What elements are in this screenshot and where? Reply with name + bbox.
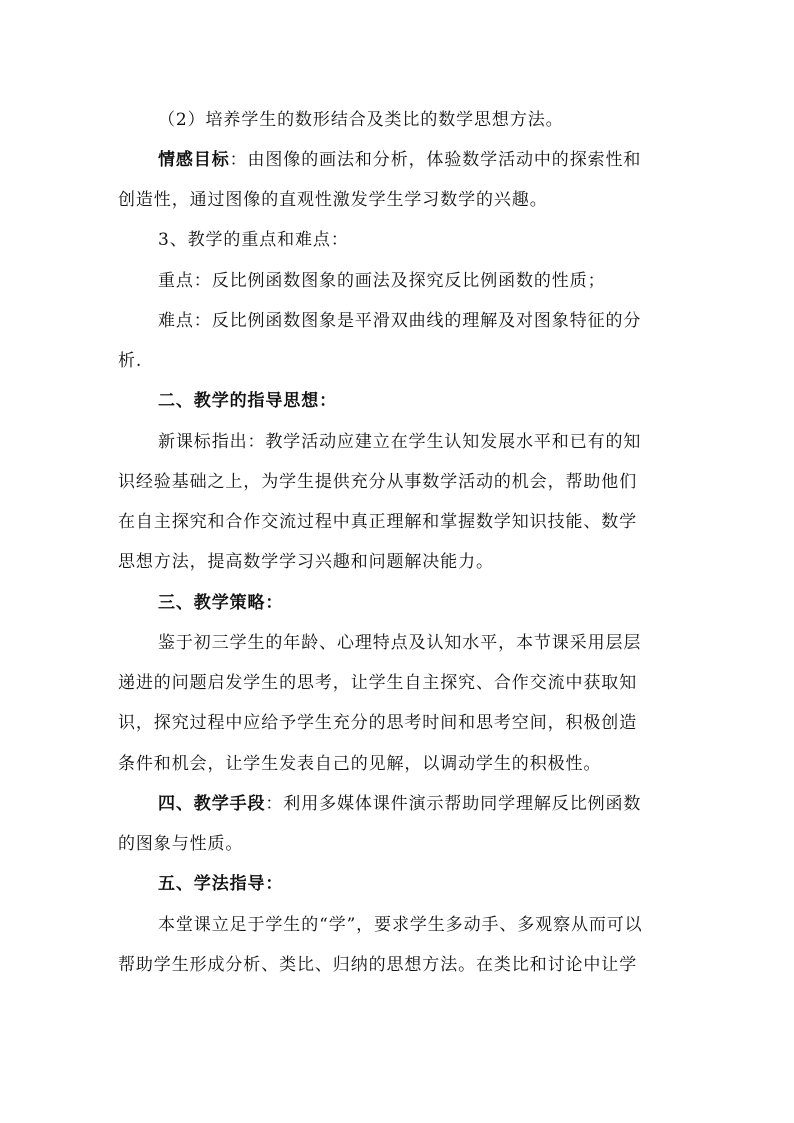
line-text: 重点：反比例函数图象的画法及探究反比例函数的性质； xyxy=(158,271,606,291)
section-heading-means xyxy=(158,792,641,816)
line-text: ：利用多媒体课件演示帮助同学理解反比例函数 xyxy=(265,794,642,814)
line-text: 3、教学的重点和难点： xyxy=(158,230,349,250)
key-points-heading xyxy=(158,228,349,252)
line-text: 本堂课立足于学生的“学”，要求学生多动手、多观察从而可以 xyxy=(158,915,643,935)
section-heading-study-guidance xyxy=(158,872,283,896)
line-text: 思想方法，提高数学学习兴趣和问题解决能力。 xyxy=(118,552,494,572)
heading-text: 五、学法指导： xyxy=(158,874,284,894)
emotional-goal-cont xyxy=(118,188,548,212)
emotional-goal-line xyxy=(158,148,641,172)
line-text: 识经验基础之上，为学生提供充分从事数学活动的机会，帮助他们 xyxy=(118,472,638,492)
paragraph-line xyxy=(118,832,243,856)
difficulty-line xyxy=(158,309,641,333)
line-text: 帮助学生形成分析、类比、归纳的思想方法。在类比和讨论中让学 xyxy=(118,955,638,975)
paragraph-line xyxy=(118,671,637,695)
line-text: 新课标指出：教学活动应建立在学生认知发展水平和已有的知 xyxy=(158,432,642,452)
line-text: 在自主探究和合作交流过程中真正理解和掌握数学知识技能、数学 xyxy=(118,512,638,532)
heading-text: 二、教学的指导思想： xyxy=(158,391,337,411)
paragraph-line xyxy=(118,711,637,735)
key-point-line xyxy=(158,269,606,293)
emotional-goal-label: 情感目标 xyxy=(158,150,230,170)
objective-2-line xyxy=(158,108,564,132)
paragraph-line xyxy=(118,470,637,494)
paragraph-line xyxy=(118,953,637,977)
line-text: 识，探究过程中应给予学生充分的思考时间和思考空间，积极创造 xyxy=(118,713,638,733)
paragraph-line xyxy=(118,752,601,776)
line-text: 条件和机会，让学生发表自己的见解，以调动学生的积极性。 xyxy=(118,754,602,774)
line-text: （2）培养学生的数形结合及类比的数学思想方法。 xyxy=(158,110,564,130)
section-heading-strategy xyxy=(158,591,283,615)
section-heading-guiding-thought xyxy=(158,389,337,413)
line-text: 析. xyxy=(118,351,143,371)
line-text: 创造性，通过图像的直观性激发学生学习数学的兴趣。 xyxy=(118,190,548,210)
heading-text: 三、教学策略： xyxy=(158,593,284,613)
paragraph-line xyxy=(158,631,641,655)
paragraph-line xyxy=(118,510,637,534)
line-text: 的图象与性质。 xyxy=(118,834,244,854)
paragraph-line xyxy=(158,430,641,454)
paragraph-line xyxy=(158,913,643,937)
heading-text: 四、教学手段 xyxy=(158,794,266,814)
paragraph-line xyxy=(118,550,494,574)
difficulty-cont xyxy=(118,349,142,373)
line-text: 鉴于初三学生的年龄、心理特点及认知水平，本节课采用层层 xyxy=(158,633,642,653)
line-text: 难点：反比例函数图象是平滑双曲线的理解及对图象特征的分 xyxy=(158,311,642,331)
line-text: ：由图像的画法和分析，体验数学活动中的探索性和 xyxy=(229,150,642,170)
line-text: 递进的问题启发学生的思考，让学生自主探究、合作交流中获取知 xyxy=(118,673,638,693)
